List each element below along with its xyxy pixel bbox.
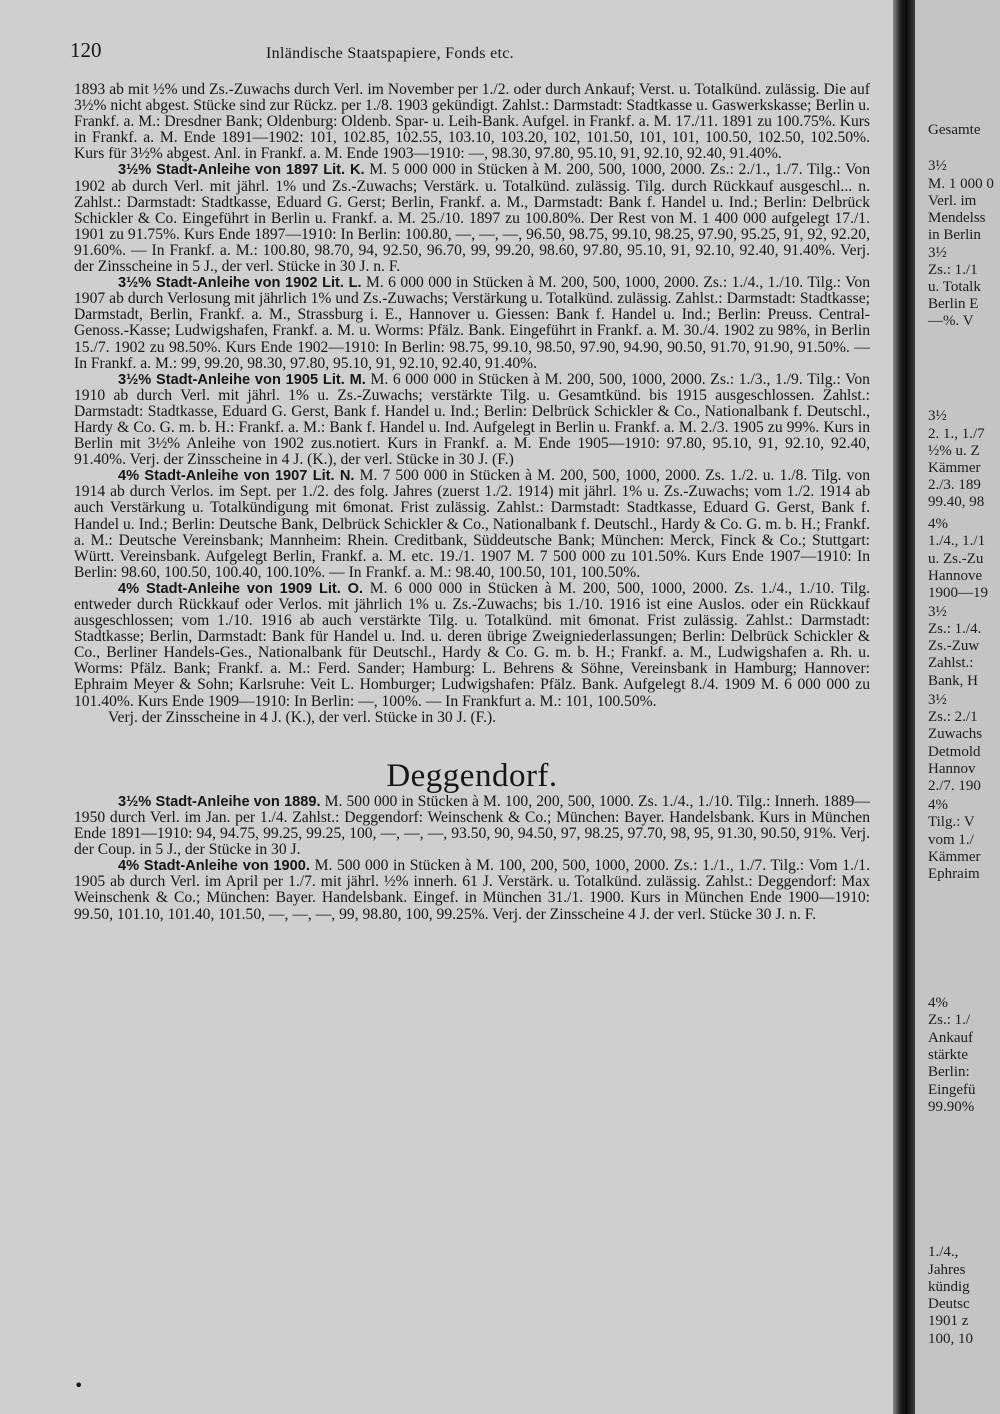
facing-page-fragment: Hannov: [928, 761, 976, 777]
loan-text-1902: M. 6 000 000 in Stücken à M. 200, 500, 1000, 2000. Zs.: 1./4., 1./10. Tilg.: Von 1907 ab durch Verlosung mit jährlich 1% und Zs.-Zuwachs; Verstärkung u. Totalkünd. zulässig. Zahlst.: Darmstadt: Stadtkasse; Darmstadt, Berlin, Frankf. a. M., Strassburg i. E., Hannover u. Giessen: Bank f. Handel u. Ind.; Berlin: Preuss. Central-Genoss.-Kasse; Ludwigshafen, Frankf. a. M. u. Worms: Pfälz. Bank. Eingeführt in Frankf. a. M. 30./4. 1902 zu 98%, in Berlin 15./7. 1902 zu 98.50%. Kurs Ende 1902—1910: In Berlin: 98.75, 99.10, 98.50, 97.90, 94.90, 90.50, 91.70, 91.90, 91.50%. — In Frankf. a. M.: 99, 99.20, 98.30, 97.80, 95.10, 91, 92.10, 92.40, 91.40%.: [74, 274, 870, 372]
facing-page-fragment: 99.40, 98: [928, 494, 985, 510]
loan-text-1909: M. 6 000 000 in Stücken à M. 200, 500, 1000, 2000. Zs. 1./4., 1./10. Tilg. entweder durch Rückkauf oder Verlos. mit jährlich 1% u. Zs.-Zuwachs; bis 1./10. 1916 ist eine Auslos. oder ein Rückkauf ausgeschlossen; vom 1./10. 1916 ab auch verstärkte Tilg. u. Totalkünd. mit 6monat. Frist zulässig. Zahlst.: Darmstadt: Stadtkasse; Berlin, Darmstadt: Bank für Handel u. Ind. u. deren übrige Zweigniederlassungen; Berlin: Delbrück Schickler & Co., Berliner Handels-Ges., Nationalbank für Deutschl., Hardy & Co. G. m. b. H.; Frankf. a. M., Ludwigshafen a. Rh. u. Worms: Pfälz. Bank; Frankf. a. M.: Ferd. Sander; Hamburg: L. Behrens & Söhne, Vereinsbank in Hamburg; Hannover: Ephraim Meyer & Sohn; Karlsruhe: Veit L. Homburger; Ludwigshafen: Pfälz. Bank. Aufgelegt 8./4. 1909 M. 6 000 000 zu 101.40%. Kurs Ende 1909—1910: In Berlin: —, 100%. — In Frankfurt a. M.: 101, 100.50%.: [74, 579, 870, 710]
facing-page-fragment: Ankauf: [928, 1030, 973, 1046]
loan-text-1897: M. 5 000 000 in Stücken à M. 200, 500, 1000, 2000. Zs.: 2./1., 1./7. Tilg.: Von 1902 ab durch Verl. mit jährl. 1% und Zs.-Zuwachs; Verstärk. u. Totalkünd. zulässig. Tilg. durch Rückkauf ausgeschl... n. Zahlst.: Darmstadt: Stadtkasse, Eduard G. Gerst; Berlin, Frankf. a. M., Darmstadt: Bank f. Handel u. Ind.; Berlin: Delbrück Schickler & Co. Eingeführt in Berlin u. Frankf. a. M. 25./10. 1897 zu 100.80%. Der Rest von M. 1 400 000 aufgelegt 17./1. 1901 zu 91.75%. Kurs Ende 1897—1910: In Berlin: 100.80, —, —, —, 96.50, 98.75, 99.10, 98.25, 97.90, 95.25, 91, 92, 92.20, 91.60%. — In Frankf. a. M.: 100.80, 98.70, 94, 92.50, 96.70, 99, 99.20, 98.60, 97.80, 95.10, 91, 92.10, 92.40, 91.40%. Verj. der Zinsscheine in 5 J., der verl. Stücke in 30 J. n. F.: [74, 161, 870, 276]
loan-entry-1897: [74, 162, 870, 275]
facing-page-fragment: 100, 10: [928, 1331, 973, 1347]
facing-page-fragment: Deutsc: [928, 1296, 970, 1312]
facing-page-fragment: Hannove: [928, 568, 983, 584]
facing-page-fragment: stärkte: [928, 1047, 968, 1063]
facing-page-fragment: Zs.: 1./4.: [928, 621, 982, 637]
facing-page-fragment: 2./7. 190: [928, 778, 981, 794]
loan-text-1907: M. 7 500 000 in Stücken à M. 200, 500, 1000, 2000. Zs. 1./2. u. 1./8. Tilg. von 1914 ab durch Verlos. im Sept. per 1./2. des folg. Jahres (zuerst 1./2. 1914) mit jährl. 1% u. Zs.-Zuwachs; vom 1./2. 1914 ab auch Verstärkung u. Totalkündigung mit 6monat. Frist zulässig. Zahlst.: Darmstadt: Stadtkasse, Eduard G. Gerst, Bank f. Handel u. Ind.; Berlin: Deutsche Bank, Delbrück Schickler & Co., Nationalbank f. Deutschl., Hardy & Co. G. m. b. H.; Frankf. a. M.: Deutsche Vereinsbank; Mannheim: Rhein. Creditbank, Süddeutsche Bank; München: Merck, Finck & Co.; Stuttgart: Württ. Vereinsbank. Aufgelegt Berlin, Frankf. a. M. etc. 19./1. 1907 M. 7 500 000 zu 101.50%. Kurs Ende 1907—1910: In Berlin: 98.60, 100.50, 100.40, 100.10%. — In Frankf. a. M.: 98.40, 100.50, 101, 100.50%.: [74, 467, 870, 581]
facing-page-fragment: Zuwachs: [928, 726, 983, 742]
facing-page-fragment: Ephraim: [928, 866, 980, 882]
facing-page-fragment: Kämmer: [928, 460, 981, 476]
facing-page-fragment: Gesamte: [928, 122, 981, 138]
facing-page-fragment: Bank, H: [928, 673, 978, 689]
facing-page-fragment: Zs.: 1./1: [928, 262, 978, 278]
facing-page-fragment: Zs.: 1./: [928, 1012, 971, 1028]
book-gutter: [893, 0, 915, 1414]
loan-entry-deggendorf-1889: [74, 794, 870, 858]
facing-page-fragment: 2./3. 189: [928, 477, 981, 493]
footer-mark: •: [74, 1376, 84, 1395]
page-number: 120: [70, 38, 102, 62]
facing-page-fragment: Zs.: 2./1: [928, 709, 978, 725]
facing-page-fragment: 3½: [928, 158, 947, 174]
facing-page-fragment: Jahres: [928, 1262, 966, 1278]
facing-page-fragment: 1900—19: [928, 585, 988, 601]
facing-page-fragment: 3½: [928, 604, 947, 620]
facing-page-fragment: 1./4., 1./1: [928, 533, 986, 549]
facing-page-fragment: Detmold: [928, 744, 981, 760]
facing-page-fragment: Tilg.: V: [928, 814, 975, 830]
facing-page-fragment: 1./4.,: [928, 1244, 959, 1260]
page-header: [70, 38, 870, 72]
facing-page-fragment: Zahlst.:: [928, 655, 974, 671]
section-title-deggendorf: Deggendorf.: [386, 757, 558, 794]
loan-text-1905: M. 6 000 000 in Stücken à M. 200, 500, 1000, 2000. Zs.: 1./3., 1./9. Tilg.: Von 1910 ab durch Verl. mit jährl. 1% u. Zs.-Zuwachs; verstärkte Tilg. u. Gesamtkünd. bis 1915 ausgeschlossen. Zahlst.: Darmstadt: Stadtkasse, Eduard G. Gerst, Bank f. Handel u. Ind.; Berlin: Delbrück Schickler & Co., Nationalbank f. Deutschl., Hardy & Co. G. m. b. H.: Frankf. a. M.: Bank f. Handel u. Ind. Aufgelegt in Berlin u. Frankf. a. M. 2./3. 1905 zu 99%. Kurs in Berlin mit 3½% Anleihe von 1902 zus.notiert. Kurs in Frankf. a. M. Ende 1905—1910: 97.80, 95.10, 91, 92.10, 92.40, 91.40%. Verj. der Zinsscheine in 4 J. (K.), der verl. Stücke in 30 J. (F.): [74, 370, 870, 469]
facing-page-fragment: 4%: [928, 995, 948, 1011]
loan-text-deggendorf-1900: M. 500 000 in Stücken à M. 100, 200, 500, 1000, 2000. Zs.: 1./1., 1./7. Tilg.: Vom 1./1. 1905 ab durch Verl. im April per 1./7. mit jährl. ½% innerh. 61 J. Verstärk. u. Totalkünd. zulässig. Zahlst.: Deggendorf: Max Weinschenk & Co.; München: Bayer. Handelsbank. Eingef. in München 31./1. 1900. Kurs in München Ende 1900—1910: 99.50, 101.10, 101.40, 101.50, —, —, —, 99, 98.80, 100, 99.25%. Verj. der Zinsscheine 4 J. der verl. Stücke 30 J. n. F.: [74, 857, 870, 923]
loan-heading-1905: 3½% Stadt-Anleihe von 1905 Lit. M.: [118, 371, 366, 388]
facing-page-fragment: vom 1./: [928, 832, 974, 848]
loan-entry-1902: [74, 275, 870, 372]
facing-page-fragment: M. 1 000 0: [928, 176, 994, 192]
text-column: [74, 82, 870, 923]
facing-page-fragment: 3½: [928, 692, 947, 708]
facing-page-fragment: Kämmer: [928, 849, 981, 865]
loan-heading-1902: 3½% Stadt-Anleihe von 1902 Lit. L.: [118, 275, 362, 292]
facing-page-fragment: Zs.-Zuw: [928, 638, 980, 654]
loan-entry-1905: [74, 372, 870, 469]
loan-text-deggendorf-1889: M. 500 000 in Stücken à M. 100, 200, 500, 1000. Zs. 1./4., 1./10. Tilg.: Innerh. 1889—1950 durch Verl. im Jan. per 1./4. Zahlst.: Deggendorf: Weinschenk & Co.; München: Bayer. Handelsbank. Kurs in München Ende 1891—1910: 94, 94.75, 99.25, 99.25, 100, —, —, —, 93.50, 90, 94.50, 97, 98.25, 97.70, 98, 95, 91.30, 90.50, 91%. Verj. der Coup. in 5 J., der Stücke in 30 J.: [74, 792, 870, 859]
facing-page-fragment: Verl. im: [928, 193, 977, 209]
facing-page-fragment: kündig: [928, 1279, 970, 1295]
loan-heading-1897: 3½% Stadt-Anleihe von 1897 Lit. K.: [118, 162, 365, 179]
facing-page-fragment: 3½: [928, 408, 947, 424]
facing-page-fragment: Eingefü: [928, 1082, 976, 1098]
loan-heading-1907: 4% Stadt-Anleihe von 1907 Lit. N.: [118, 468, 355, 485]
facing-page-fragment: 2. 1., 1./7: [928, 426, 985, 442]
facing-page-fragment: u. Totalk: [928, 279, 981, 295]
loan-entry-1909: [74, 581, 870, 710]
facing-page-fragment: u. Zs.-Zu: [928, 551, 984, 567]
facing-page-fragment: in Berlin: [928, 227, 981, 243]
loan-entry-deggendorf-1900: [74, 858, 870, 922]
facing-page-fragment: Berlin:: [928, 1064, 970, 1080]
loan-entry-1907: [74, 468, 870, 581]
facing-page-fragment: ½% u. Z: [928, 443, 980, 459]
facing-page-fragment: —%. V: [928, 313, 974, 329]
running-title: Inländische Staatspapiere, Fonds etc.: [266, 45, 514, 62]
facing-page-fragment: Mendelss: [928, 210, 986, 226]
loan-heading-1909: 4% Stadt-Anleihe von 1909 Lit. O.: [118, 580, 364, 597]
facing-page-fragment: 99.90%: [928, 1099, 975, 1115]
facing-page-fragment: 4%: [928, 797, 948, 813]
loan-heading-deggendorf-1900: 4% Stadt-Anleihe von 1900.: [118, 858, 310, 875]
facing-page-fragment: 1901 z: [928, 1313, 969, 1329]
darmstadt-intro-paragraph: 1893 ab mit ½% und Zs.-Zuwachs durch Verl. im November per 1./2. oder durch Ankauf; Verst. u. Totalkünd. zulässig. Die auf 3½% nicht abgest. Stücke sind zur Rückz. per 1./8. 1903 gekündigt. Zahlst.: Darmstadt: Stadtkasse u. Gaswerkskasse; Berlin u. Frankf. a. M.: Dresdner Bank; Oldenburg: Oldenb. Spar- u. Leih-Bank. Aufgel. in Frankf. a. M. 17./11. 1891 zu 100.75%. Kurs in Frankf. a. M. Ende 1891—1902: 101, 102.85, 102.55, 103.10, 103.20, 102, 101.50, 101, 101, 100.50, 102.50, 102.50%. Kurs für 3½% abgest. Anl. in Frankf. a. M. Ende 1903—1910: —, 98.30, 97.80, 95.10, 91, 92.10, 92.40, 91.40%.: [74, 81, 870, 163]
facing-page-fragment: 3½: [928, 245, 947, 261]
darmstadt-closing-note: Verj. der Zinsscheine in 4 J. (K.), der verl. Stücke in 30 J. (F.).: [108, 708, 497, 726]
facing-page-fragment: 4%: [928, 516, 948, 532]
facing-page-edge: [915, 0, 1000, 1414]
facing-page-fragment: Berlin E: [928, 296, 979, 312]
loan-heading-deggendorf-1889: 3½% Stadt-Anleihe von 1889.: [118, 793, 321, 810]
